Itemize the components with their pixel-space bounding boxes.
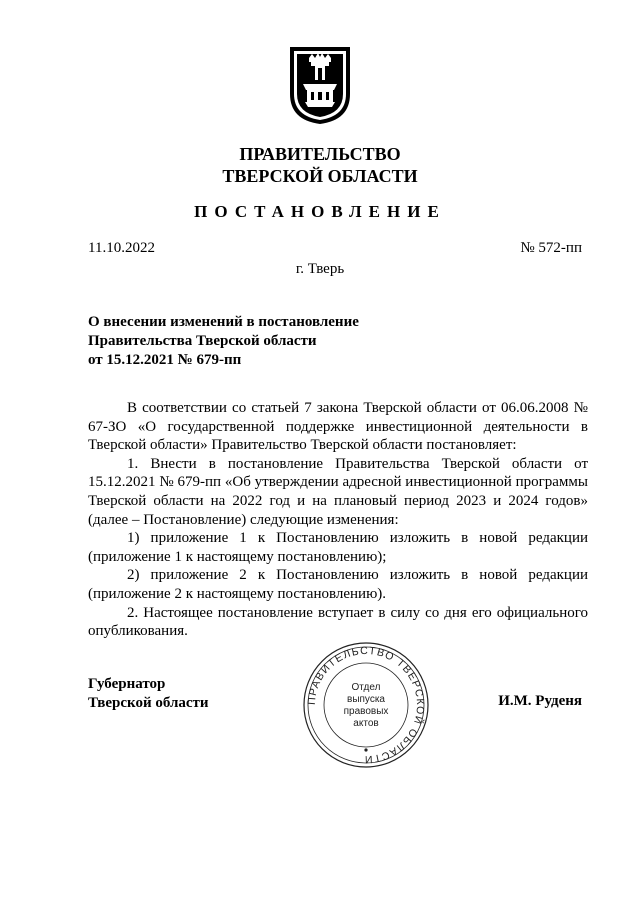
item-1-1-paragraph: 1) приложение 1 к Постановлению изложить в новой редакции (приложение 1 к настоящему постановлению); bbox=[88, 530, 588, 565]
stamp-center-line: актов bbox=[353, 718, 379, 729]
item-2-paragraph: 2. Настоящее постановление вступает в силу со дня его официального опубликования. bbox=[88, 604, 588, 640]
document-subject bbox=[88, 313, 488, 370]
item-1-paragraph: 1. Внести в постановление Правительства Тверской области от 15.12.2021 № 679-пп «Об утверждении адресной инвестиционной программы Тверской области на 2022 год и на плановый период 2023 и 2024 годов» (далее – Постановление) следующие изменения: bbox=[88, 455, 588, 528]
preamble-paragraph: В соответствии со статьей 7 закона Тверской области от 06.06.2008 № 67-ЗО «О государственной поддержке инвестиционной деятельности в Тверской области» Правительство Тверской области постановляет: bbox=[88, 400, 588, 454]
document-type-title: ПОСТАНОВЛЕНИЕ bbox=[194, 202, 446, 221]
stamp-ring-text: ПРАВИТЕЛЬСТВО ТВЕРСКОЙ ОБЛАСТИ bbox=[305, 644, 427, 766]
document-date: 11.10.2022 bbox=[88, 240, 155, 256]
signatory-name: И.М. Руденя bbox=[498, 693, 582, 709]
subject-line: от 15.12.2021 № 679-пп bbox=[88, 352, 242, 368]
signatory-title bbox=[88, 675, 209, 713]
stamp-center-line: Отдел bbox=[351, 682, 381, 693]
signatory-title-line: Тверской области bbox=[88, 695, 209, 711]
document-body bbox=[88, 399, 588, 641]
stamp-center-line: выпуска bbox=[347, 694, 385, 705]
subject-line: Правительства Тверской области bbox=[88, 333, 317, 349]
subject-line: О внесении изменений в постановление bbox=[88, 314, 359, 330]
document-city: г. Тверь bbox=[295, 261, 345, 277]
official-stamp bbox=[301, 640, 431, 770]
signatory-title-line: Губернатор bbox=[88, 676, 166, 692]
org-name-line2: ТВЕРСКОЙ ОБЛАСТИ bbox=[222, 166, 418, 186]
item-1-2-paragraph: 2) приложение 2 к Постановлению изложить в новой редакции (приложение 2 к настоящему постановлению). bbox=[88, 567, 588, 602]
org-name-line1: ПРАВИТЕЛЬСТВО bbox=[239, 144, 401, 164]
stamp-center-line: правовых bbox=[343, 706, 389, 717]
coat-of-arms-icon bbox=[287, 44, 353, 126]
document-number: № 572-пп bbox=[520, 240, 582, 256]
